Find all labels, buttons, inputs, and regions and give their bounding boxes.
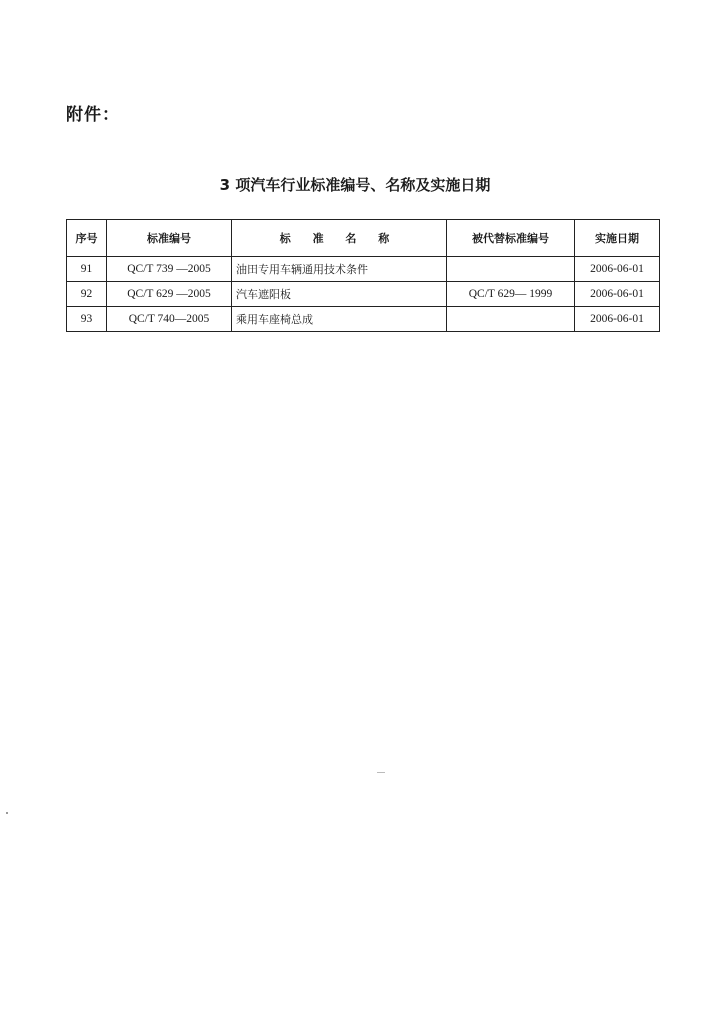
standards-table: [66, 219, 660, 332]
cell-date: 2006-06-01: [575, 307, 660, 332]
cell-replaced: [447, 307, 575, 332]
header-code: 标准编号: [107, 220, 232, 257]
header-seq: 序号: [67, 220, 107, 257]
cell-replaced: [447, 257, 575, 282]
header-name: 标 准 名 称: [232, 220, 447, 257]
cell-name: 汽车遮阳板: [232, 282, 447, 307]
cell-code: QC/T 629 —2005: [107, 282, 232, 307]
cell-replaced: QC/T 629— 1999: [447, 282, 575, 307]
cell-seq: 93: [67, 307, 107, 332]
table-header-row: [67, 220, 660, 257]
cell-date: 2006-06-01: [575, 282, 660, 307]
scan-artifact-dot: [6, 812, 8, 814]
scan-artifact-line: [377, 772, 385, 773]
table-row: [67, 282, 660, 307]
header-date: 实施日期: [575, 220, 660, 257]
header-replaced: 被代替标准编号: [447, 220, 575, 257]
document-title: 3 项汽车行业标准编号、名称及实施日期: [219, 176, 491, 194]
cell-code: QC/T 739 —2005: [107, 257, 232, 282]
cell-date: 2006-06-01: [575, 257, 660, 282]
table-row: [67, 257, 660, 282]
cell-name: 油田专用车辆通用技术条件: [232, 257, 447, 282]
table-row: [67, 307, 660, 332]
attachment-label: 附件：: [66, 105, 120, 125]
cell-seq: 91: [67, 257, 107, 282]
cell-name: 乘用车座椅总成: [232, 307, 447, 332]
cell-code: QC/T 740—2005: [107, 307, 232, 332]
cell-seq: 92: [67, 282, 107, 307]
